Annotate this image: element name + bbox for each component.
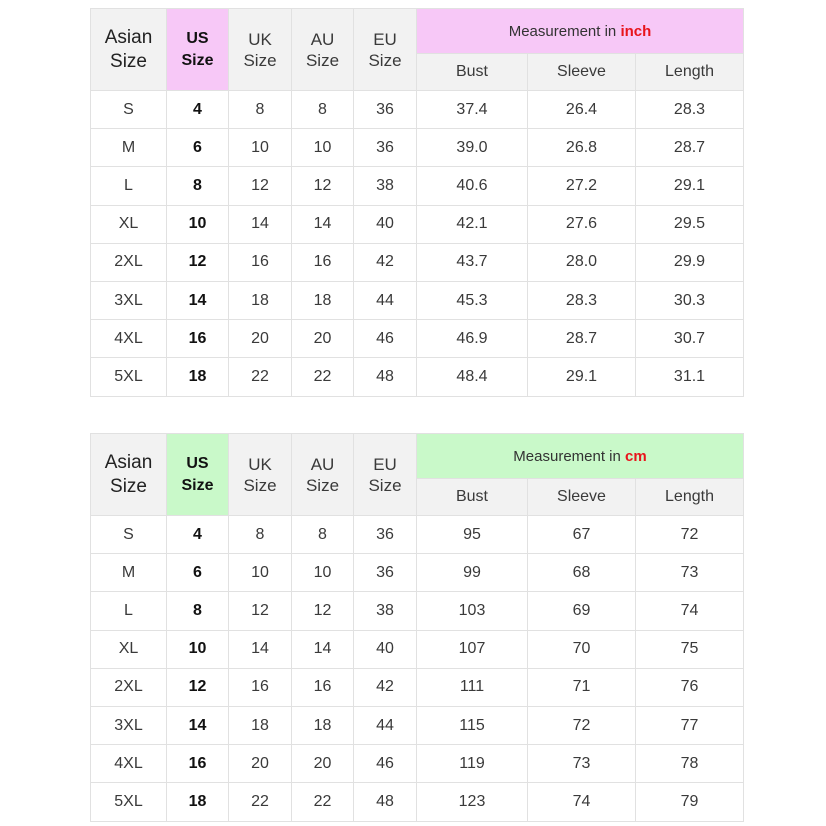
us-size-cell: 10 [167,205,229,243]
bust-cell: 123 [417,783,528,821]
us-size-cell: 12 [167,668,229,706]
length-cell: 79 [636,783,744,821]
uk-size-cell: 8 [229,516,292,554]
us-size-cell: 16 [167,745,229,783]
eu-size-cell: 36 [354,129,417,167]
uk-size-cell: 16 [229,243,292,281]
us-size-cell: 12 [167,243,229,281]
au-size-cell: 20 [292,320,354,358]
uk-size-cell: 14 [229,630,292,668]
eu-size-cell: 36 [354,516,417,554]
eu-size-cell: 46 [354,320,417,358]
asian-size-cell: M [91,554,167,592]
header-us-size: US Size [167,434,229,516]
length-cell: 73 [636,554,744,592]
bust-cell: 103 [417,592,528,630]
length-cell: 76 [636,668,744,706]
au-size-cell: 12 [292,592,354,630]
asian-size-cell: 5XL [91,358,167,396]
au-size-cell: 20 [292,745,354,783]
length-cell: 29.5 [636,205,744,243]
length-cell: 31.1 [636,358,744,396]
uk-size-cell: 8 [229,91,292,129]
bust-cell: 48.4 [417,358,528,396]
eu-size-cell: 42 [354,668,417,706]
asian-size-cell: S [91,91,167,129]
header-sleeve: Sleeve [528,479,636,516]
eu-size-cell: 38 [354,592,417,630]
unit-label: cm [625,447,647,465]
au-size-cell: 22 [292,783,354,821]
header-bust: Bust [417,54,528,91]
au-size-cell: 22 [292,358,354,396]
bust-cell: 39.0 [417,129,528,167]
asian-size-cell: 2XL [91,243,167,281]
table-row [91,243,744,281]
sleeve-cell: 28.3 [528,281,636,319]
eu-size-cell: 40 [354,630,417,668]
table-row [91,745,744,783]
uk-size-cell: 14 [229,205,292,243]
length-cell: 30.3 [636,281,744,319]
sleeve-cell: 27.6 [528,205,636,243]
length-cell: 78 [636,745,744,783]
length-cell: 75 [636,630,744,668]
length-cell: 77 [636,706,744,744]
table-row [91,554,744,592]
asian-size-cell: 3XL [91,281,167,319]
bust-cell: 37.4 [417,91,528,129]
bust-cell: 43.7 [417,243,528,281]
table-row [91,129,744,167]
header-asian-size: Asian Size [91,434,167,516]
sleeve-cell: 26.4 [528,91,636,129]
eu-size-cell: 46 [354,745,417,783]
table-row [91,783,744,821]
asian-size-cell: M [91,129,167,167]
us-size-cell: 4 [167,91,229,129]
us-size-cell: 14 [167,706,229,744]
length-cell: 29.1 [636,167,744,205]
eu-size-cell: 44 [354,706,417,744]
sleeve-cell: 28.7 [528,320,636,358]
header-eu-size: EU Size [354,434,417,516]
au-size-cell: 18 [292,281,354,319]
unit-label: inch [620,22,652,40]
table-row [91,358,744,396]
sleeve-cell: 72 [528,706,636,744]
us-size-cell: 10 [167,630,229,668]
sleeve-cell: 69 [528,592,636,630]
eu-size-cell: 42 [354,243,417,281]
eu-size-cell: 38 [354,167,417,205]
uk-size-cell: 12 [229,167,292,205]
eu-size-cell: 48 [354,783,417,821]
sleeve-cell: 71 [528,668,636,706]
uk-size-cell: 10 [229,129,292,167]
us-size-cell: 6 [167,554,229,592]
sleeve-cell: 27.2 [528,167,636,205]
sleeve-cell: 68 [528,554,636,592]
header-us-size: US Size [167,9,229,91]
bust-cell: 99 [417,554,528,592]
sleeve-cell: 74 [528,783,636,821]
bust-cell: 95 [417,516,528,554]
bust-cell: 119 [417,745,528,783]
asian-size-cell: 5XL [91,783,167,821]
us-size-cell: 8 [167,592,229,630]
au-size-cell: 16 [292,668,354,706]
table-row [91,668,744,706]
asian-size-cell: L [91,592,167,630]
uk-size-cell: 22 [229,358,292,396]
us-size-cell: 14 [167,281,229,319]
table-row [91,592,744,630]
header-uk-size: UK Size [229,9,292,91]
uk-size-cell: 18 [229,281,292,319]
uk-size-cell: 12 [229,592,292,630]
asian-size-cell: XL [91,205,167,243]
length-cell: 30.7 [636,320,744,358]
au-size-cell: 18 [292,706,354,744]
bust-cell: 111 [417,668,528,706]
sleeve-cell: 70 [528,630,636,668]
au-size-cell: 10 [292,554,354,592]
length-cell: 74 [636,592,744,630]
length-cell: 28.7 [636,129,744,167]
au-size-cell: 8 [292,91,354,129]
us-size-cell: 18 [167,358,229,396]
bust-cell: 115 [417,706,528,744]
table-row [91,630,744,668]
length-cell: 29.9 [636,243,744,281]
header-length: Length [636,479,744,516]
bust-cell: 42.1 [417,205,528,243]
size-chart-inch [90,8,744,397]
asian-size-cell: L [91,167,167,205]
asian-size-cell: 4XL [91,745,167,783]
eu-size-cell: 36 [354,91,417,129]
header-eu-size: EU Size [354,9,417,91]
asian-size-cell: XL [91,630,167,668]
sleeve-cell: 29.1 [528,358,636,396]
uk-size-cell: 22 [229,783,292,821]
au-size-cell: 16 [292,243,354,281]
sleeve-cell: 67 [528,516,636,554]
us-size-cell: 4 [167,516,229,554]
au-size-cell: 14 [292,205,354,243]
table-row [91,281,744,319]
uk-size-cell: 20 [229,320,292,358]
header-au-size: AU Size [292,434,354,516]
sleeve-cell: 73 [528,745,636,783]
size-chart-cm [90,433,744,822]
bust-cell: 107 [417,630,528,668]
length-cell: 28.3 [636,91,744,129]
table-row [91,320,744,358]
us-size-cell: 8 [167,167,229,205]
table-row [91,706,744,744]
uk-size-cell: 16 [229,668,292,706]
header-bust: Bust [417,479,528,516]
bust-cell: 46.9 [417,320,528,358]
header-uk-size: UK Size [229,434,292,516]
us-size-cell: 18 [167,783,229,821]
asian-size-cell: 2XL [91,668,167,706]
length-cell: 72 [636,516,744,554]
au-size-cell: 12 [292,167,354,205]
bust-cell: 45.3 [417,281,528,319]
header-measurement-unit: Measurement in inch [417,9,744,54]
header-measurement-unit: Measurement in cm [417,434,744,479]
eu-size-cell: 36 [354,554,417,592]
table-row [91,516,744,554]
header-sleeve: Sleeve [528,54,636,91]
asian-size-cell: 4XL [91,320,167,358]
us-size-cell: 16 [167,320,229,358]
sleeve-cell: 28.0 [528,243,636,281]
asian-size-cell: 3XL [91,706,167,744]
uk-size-cell: 18 [229,706,292,744]
asian-size-cell: S [91,516,167,554]
eu-size-cell: 48 [354,358,417,396]
us-size-cell: 6 [167,129,229,167]
au-size-cell: 8 [292,516,354,554]
header-au-size: AU Size [292,9,354,91]
sleeve-cell: 26.8 [528,129,636,167]
bust-cell: 40.6 [417,167,528,205]
au-size-cell: 14 [292,630,354,668]
header-length: Length [636,54,744,91]
table-row [91,91,744,129]
uk-size-cell: 10 [229,554,292,592]
table-row [91,167,744,205]
au-size-cell: 10 [292,129,354,167]
header-asian-size: Asian Size [91,9,167,91]
uk-size-cell: 20 [229,745,292,783]
table-row [91,205,744,243]
eu-size-cell: 40 [354,205,417,243]
eu-size-cell: 44 [354,281,417,319]
